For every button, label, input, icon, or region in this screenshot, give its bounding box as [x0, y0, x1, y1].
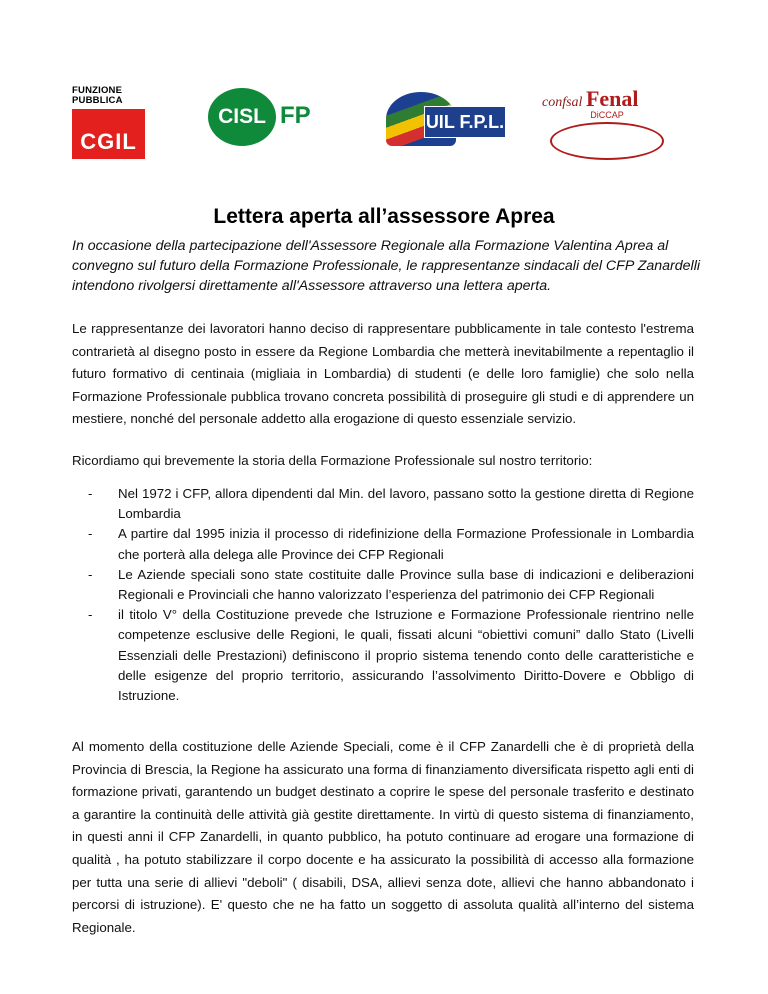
letter-lead: In occasione della partecipazione dell'Assessore Regionale alla Formazione Valentina Aprea al convegno sul futuro della Formazione Professionale, le rappresentanze sindacali del CFP Zanardelli intendono rivolgersi direttamente all'Assessore attraverso una lettera aperta. — [72, 238, 701, 294]
letter-title: Lettera aperta all’assessore Aprea — [213, 205, 555, 228]
cgil-logo-line2: PUBBLICA — [72, 95, 123, 106]
uil-fpl-logo — [386, 86, 504, 150]
paragraph-financing: Al momento della costituzione delle Aziende Speciali, come è il CFP Zanardelli che è di proprietà della Provincia di Brescia, la Regione ha assicurato una forma di finanziamento diversificata rispetto agli enti di formazione privati, garantendo un budget destinato a coprire le spese del personale trasferito e destinato a garantire la continuità delle attività già gestite direttamente. In virtù di questo sistema di finanziamento, in questi anni il CFP Zanardelli, in quanto pubblico, ha potuto continuare ad erogare una formazione di qualità , ha potuto stabilizzare il corpo docente e ha assicurato la possibilità di accesso alla formazione per tutta una serie di allievi "deboli" ( disabili, DSA, allievi senza dote, allievi che hanno abbandonato i percorsi di istruzione). E' questo che ne ha fatto un soggetto di assoluta qualità all’interno del sistema Regionale. — [72, 739, 694, 935]
cgil-logo — [72, 86, 144, 159]
cisl-logo-name: CISL — [218, 105, 266, 128]
list-item — [72, 524, 694, 564]
paragraph-intro: Le rappresentanze dei lavoratori hanno deciso di rappresentare pubblicamente in tale contesto l'estrema contrarietà al disegno posto in essere da Regione Lombardia che metterà inevitabilmente a repentaglio il futuro formativo di centinaia (migliaia in Lombardia) di studenti (e delle loro famiglie) che solo nella Formazione Professionale pubblica trovano concreta possibilità di proseguire gli studi e di apprendere un mestiere, nonché del personale addetto alla erogazione di questo essenziale servizio. — [72, 321, 694, 427]
confsal-logo-sub: DiCCAP — [590, 110, 624, 120]
confsal-fenal-logo — [542, 86, 672, 156]
cgil-logo-line1: FUNZIONE — [72, 85, 123, 96]
confsal-logo-name1: confsal — [542, 95, 583, 110]
uil-logo-name: UIL F.P.L. — [424, 106, 506, 138]
confsal-logo-name — [542, 86, 672, 112]
cisl-fp-logo — [208, 88, 358, 148]
list-bullet: - — [88, 486, 93, 501]
logo-bar — [0, 80, 768, 170]
list-bullet: - — [88, 607, 93, 623]
list-bullet: - — [88, 566, 93, 582]
list-item-text: A partire dal 1995 inizia il processo di ridefinizione della Formazione Professionale in Lombardia che porterà alla delega alle Province dei CFP Regionali — [118, 526, 694, 562]
list-bullet: - — [88, 526, 93, 542]
cgil-logo-box — [72, 109, 145, 159]
list-item — [72, 565, 694, 605]
cgil-logo-name: CGIL — [80, 129, 137, 154]
cisl-logo-suffix: FP — [280, 102, 311, 129]
confsal-logo-ring — [550, 122, 664, 160]
list-item — [72, 484, 694, 524]
list-item-text: il titolo V° della Costituzione prevede che Istruzione e Formazione Professionale rientrino nelle competenze esclusive delle Regioni, le quali, fissati alcuni “obiettivi comuni” dallo Stato (Livelli Essenziali delle Prestazioni) definiscono il proprio sistema tenendo conto delle caratteristiche e delle esigenze del proprio territorio, assicurando l’assolvimento Diritto-Dovere e Obbligo di Istruzione. — [118, 607, 694, 704]
list-item-text: Le Aziende speciali sono state costituite dalle Province sulla base di indicazioni e deliberazioni Regionali e Provinciali che hanno valorizzato l’esperienza del patrimonio dei CFP Regionali — [118, 566, 694, 603]
paragraph-history-heading: Ricordiamo qui brevemente la storia della Formazione Professionale sul nostro territorio: — [72, 453, 593, 468]
list-item-text: Nel 1972 i CFP, allora dipendenti dal Min. del lavoro, passano sotto la gestione diretta di Regione Lombardia — [118, 486, 694, 522]
cisl-logo-ball — [208, 88, 276, 146]
list-item — [72, 605, 694, 706]
history-list — [72, 484, 694, 706]
confsal-logo-name2: Fenal — [585, 86, 639, 111]
